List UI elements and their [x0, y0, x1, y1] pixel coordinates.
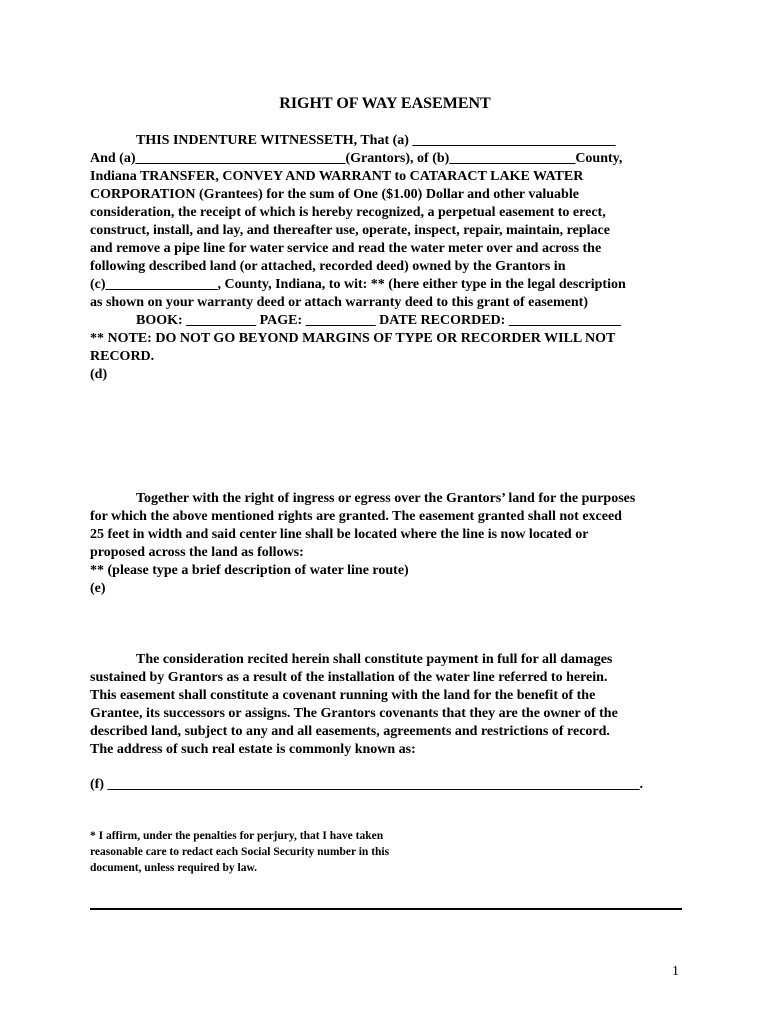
- text-line: described land, subject to any and all easements, agreements and restrictions of record.: [90, 724, 610, 739]
- text-line: Indiana TRANSFER, CONVEY AND WARRANT to CATARACT LAKE WATER: [90, 169, 584, 184]
- text-line: following described land (or attached, recorded deed) owned by the Grantors in: [90, 259, 566, 274]
- field-label-e: (e): [90, 581, 106, 596]
- text-line: This easement shall constitute a covenant running with the land for the benefit of the: [90, 688, 596, 703]
- page-number: 1: [672, 964, 679, 979]
- text-line: THIS INDENTURE WITNESSETH, That (a) _____________________________: [136, 133, 616, 148]
- text-line: sustained by Grantors as a result of the installation of the water line referred to herein.: [90, 670, 608, 685]
- footer-divider: [90, 908, 682, 910]
- note-line: ** NOTE: DO NOT GO BEYOND MARGINS OF TYPE OR RECORDER WILL NOT: [90, 331, 616, 346]
- text-line: Grantee, its successors or assigns. The Grantors covenants that they are the owner of the: [90, 706, 618, 721]
- address-field-line: (f) ____________________________________________________________________________.: [90, 777, 643, 792]
- note-line: RECORD.: [90, 349, 155, 364]
- recording-info-line: BOOK: __________ PAGE: __________ DATE RECORDED: ________________: [136, 313, 621, 328]
- text-line: construct, install, and lay, and thereafter use, operate, inspect, repair, maintain, replace: [90, 223, 610, 238]
- text-line: (c)________________, County, Indiana, to wit: ** (here either type in the legal description: [90, 277, 626, 292]
- text-line: The consideration recited herein shall constitute payment in full for all damages: [136, 652, 613, 667]
- document-title: RIGHT OF WAY EASEMENT: [279, 95, 491, 112]
- text-line: 25 feet in width and said center line shall be located where the line is now located or: [90, 527, 589, 542]
- text-line: ** (please type a brief description of water line route): [90, 563, 409, 578]
- text-line: consideration, the receipt of which is hereby recognized, a perpetual easement to erect,: [90, 205, 606, 220]
- field-label-d: (d): [90, 367, 108, 382]
- text-line: Together with the right of ingress or egress over the Grantors’ land for the purposes: [136, 491, 636, 506]
- text-line: CORPORATION (Grantees) for the sum of One ($1.00) Dollar and other valuable: [90, 187, 579, 202]
- text-line: for which the above mentioned rights are granted. The easement granted shall not exceed: [90, 509, 622, 524]
- affirmation-line: document, unless required by law.: [90, 862, 257, 874]
- text-line: proposed across the land as follows:: [90, 545, 304, 560]
- affirmation-line: * I affirm, under the penalties for perjury, that I have taken: [90, 830, 384, 842]
- text-line: The address of such real estate is commonly known as:: [90, 742, 416, 757]
- text-line: as shown on your warranty deed or attach warranty deed to this grant of easement): [90, 295, 589, 310]
- text-line: and remove a pipe line for water service and read the water meter over and across the: [90, 241, 602, 256]
- affirmation-line: reasonable care to redact each Social Security number in this: [90, 846, 390, 858]
- text-line: And (a)______________________________(Grantors), of (b)__________________County,: [90, 151, 623, 166]
